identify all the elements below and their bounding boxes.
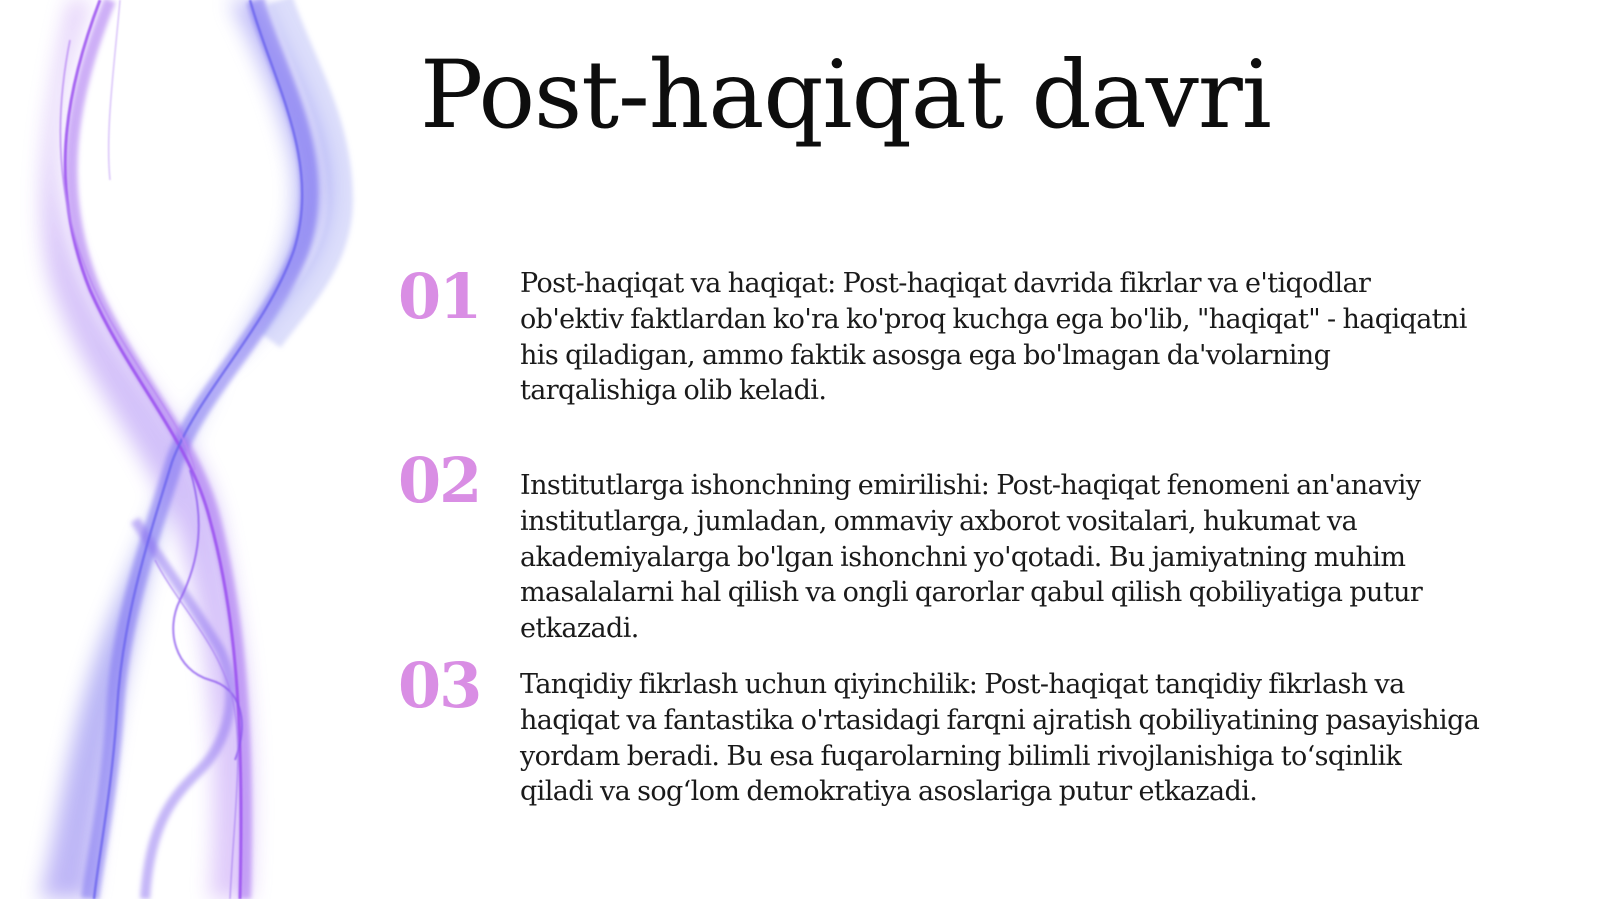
item-text: Institutlarga ishonchning emirilishi: Post-haqiqat fenomeni an'anaviy institutlarga, jumladan, ommaviy axborot vositalari, hukumat va akademiyalarga bo'lgan ishonchni yo'qotadi. Bu jamiyatning muhim masalalarni hal qilish va ongli qarorlar qabul qilish qobiliyatiga putur etkazadi.: [520, 470, 1423, 645]
item-number: 02: [398, 444, 481, 517]
item-text: Tanqidiy fikrlash uchun qiyinchilik: Post-haqiqat tanqidiy fikrlash va haqiqat va fantastika o'rtasidagi farqni ajratish qobiliyatining pasayishiga yordam beradi. Bu esa fuqarolarning bilimli rivojlanishiga to‘sqinlik qiladi va sog‘lom demokratiya asoslariga putur etkazadi.: [520, 669, 1480, 808]
item-number: 01: [398, 260, 481, 333]
item-number: 03: [398, 649, 481, 722]
slide-title: Post-haqiqat davri: [420, 41, 1271, 150]
purple-smoke-decoration: [0, 0, 420, 899]
item-text: Post-haqiqat va haqiqat: Post-haqiqat davrida fikrlar va e'tiqodlar ob'ektiv faktlardan ko'ra ko'proq kuchga ega bo'lib, "haqiqat" - haqiqatni his qiladigan, ammo faktik asosga ega bo'lmagan da'volarning tarqalishiga olib keladi.: [520, 268, 1467, 407]
